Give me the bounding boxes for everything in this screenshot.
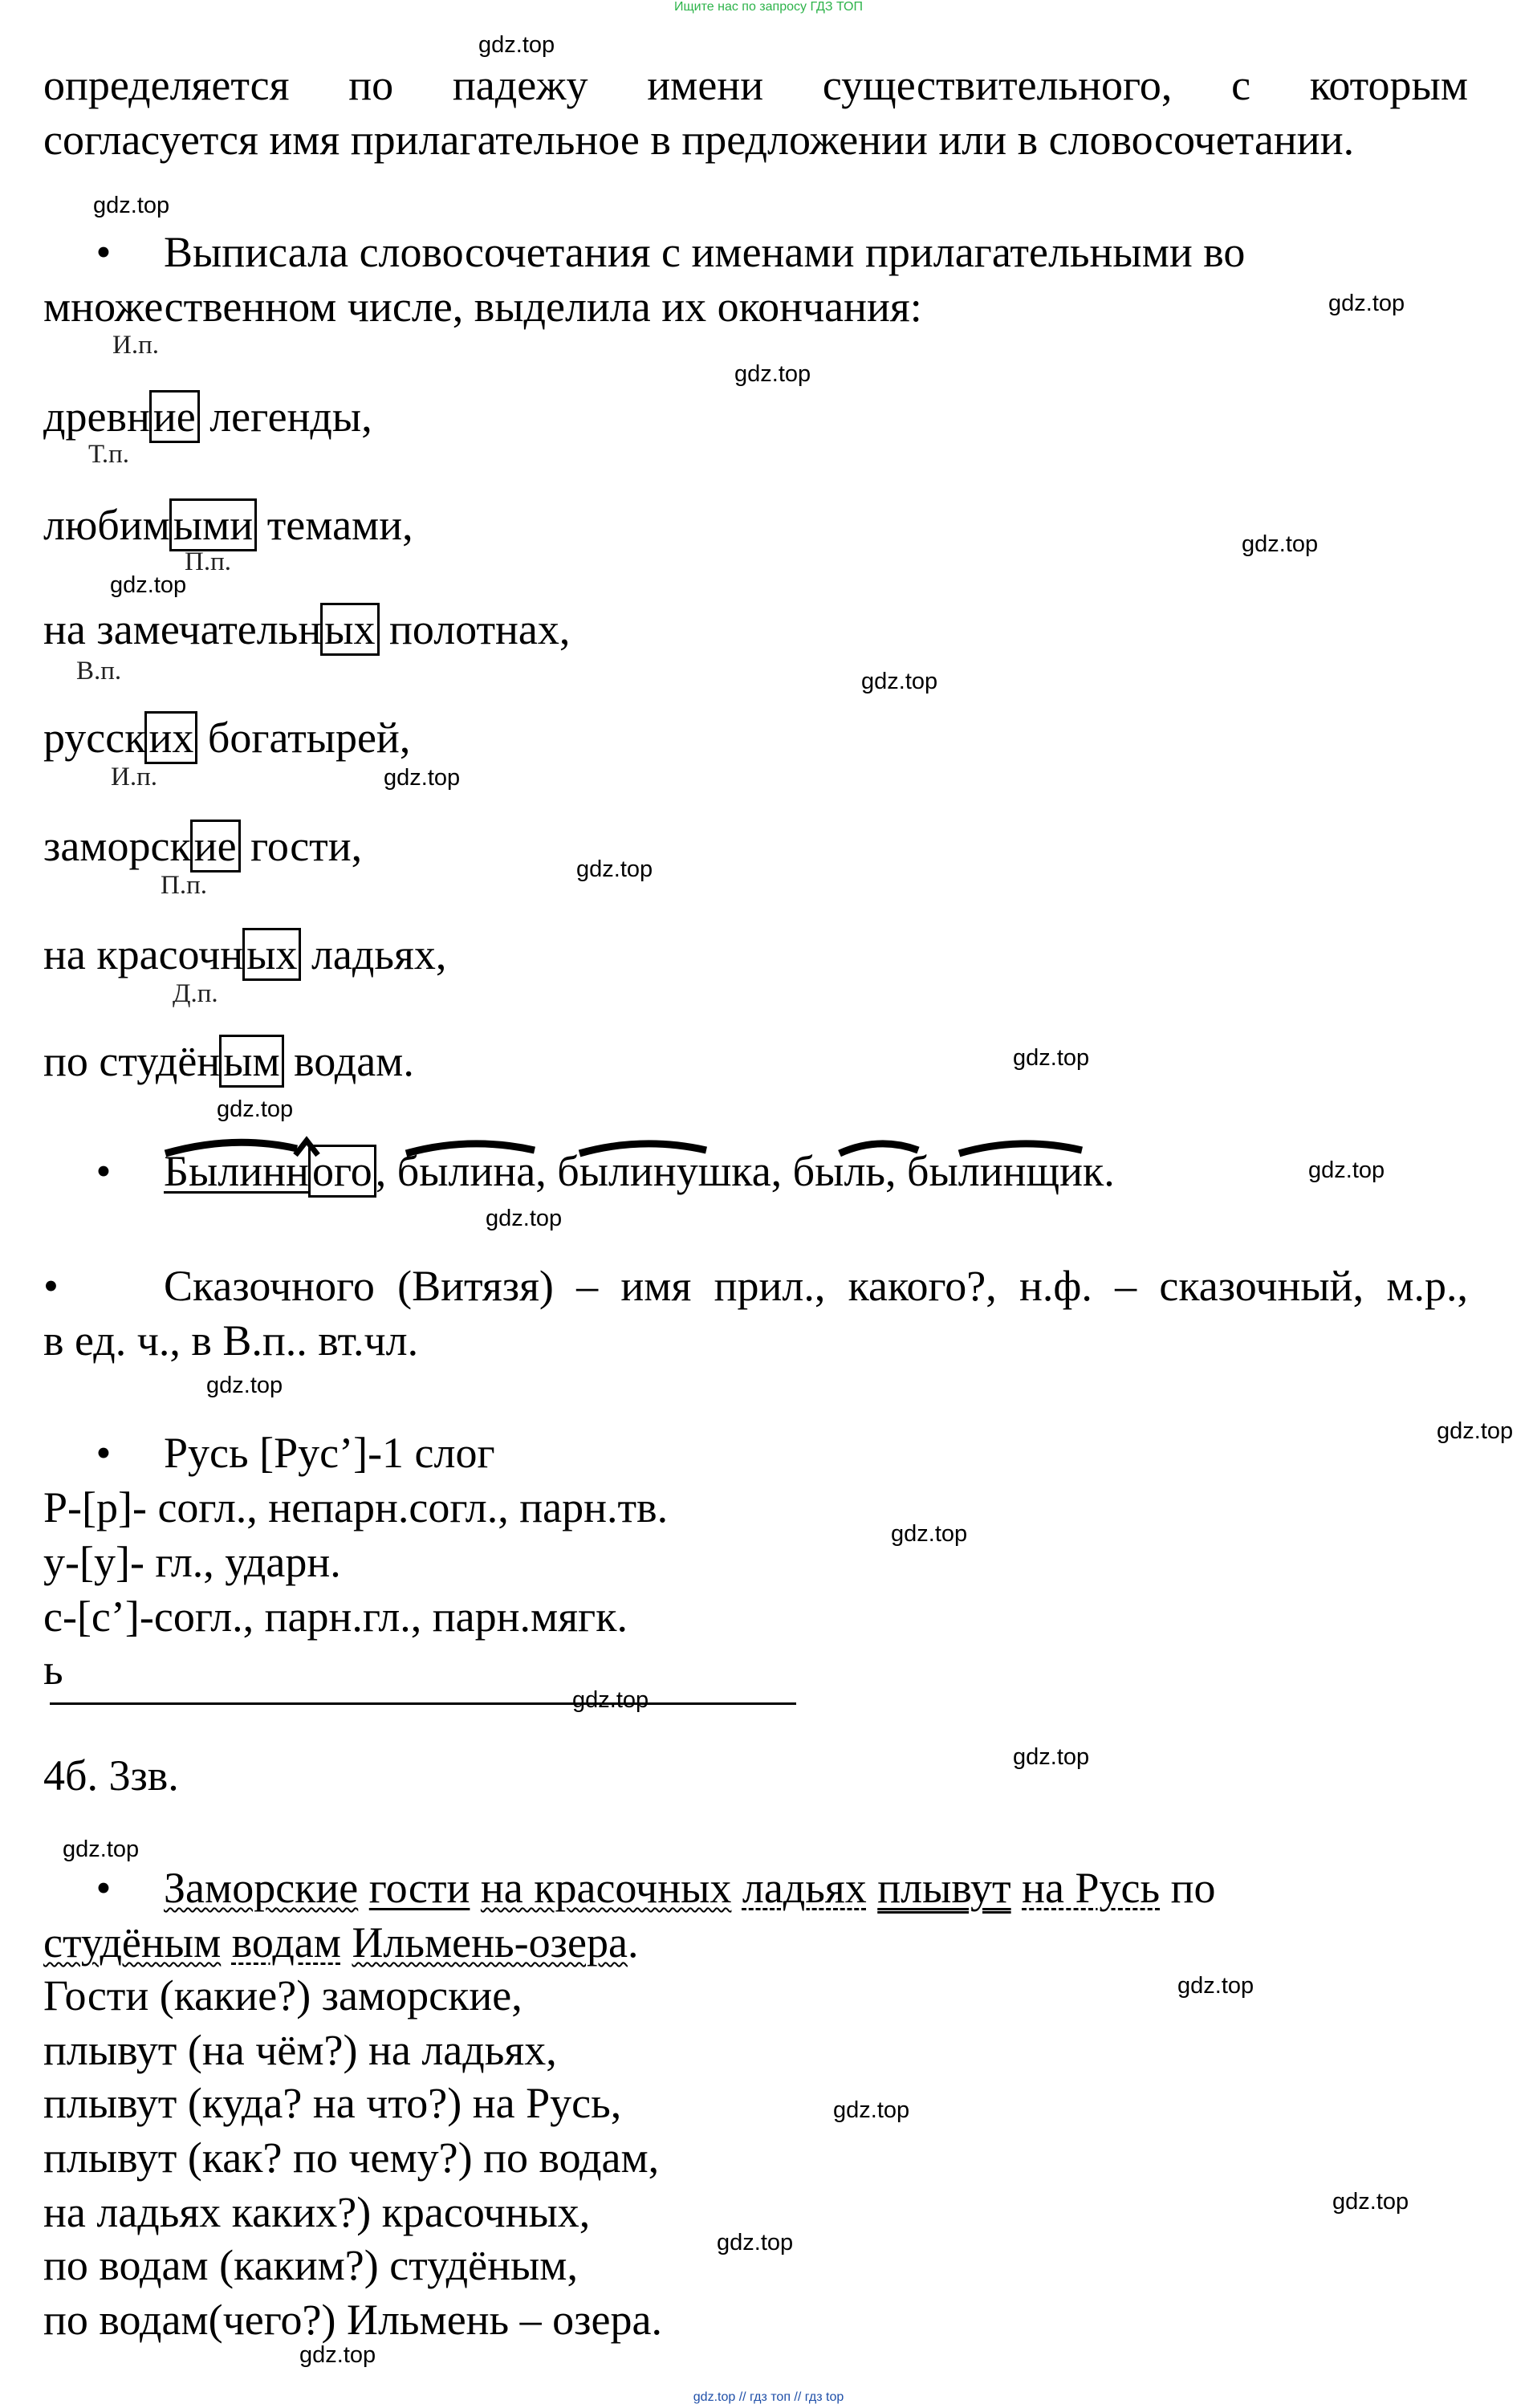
watermark: gdz.top <box>93 193 170 218</box>
ending-box: ого <box>308 1145 376 1198</box>
ending-box: ых <box>242 928 301 981</box>
bullet-5-line-2: студёным водам Ильмень-озера. <box>43 1918 639 1967</box>
phrase-item: на красочных ладьях, <box>43 927 446 982</box>
bullet-marker: • <box>96 1864 112 1912</box>
phonetic-line: Р-[р]- согл., непарн.согл., парн.тв. <box>43 1483 669 1531</box>
analysis-line: по водам (каким?) студёным, <box>43 2241 578 2289</box>
phrase-item: древние легенды, <box>43 389 372 444</box>
watermark: gdz.top <box>63 1837 140 1862</box>
bullet-1-line-1: • Выписала словосочетания с именами прилагательными во <box>43 225 1468 279</box>
footer-note: gdz.top // гдз топ // гдз top <box>693 2390 844 2404</box>
bullet-4-title: • Русь [Рус’]-1 слог <box>43 1426 495 1480</box>
watermark: gdz.top <box>576 856 653 882</box>
watermark: gdz.top <box>1328 291 1405 316</box>
case-label: И.п. <box>111 763 157 791</box>
watermark: gdz.top <box>572 1687 649 1713</box>
case-label: П.п. <box>161 871 207 900</box>
ending-box: ие <box>149 390 200 443</box>
paragraph-line-1: определяется по падежу имени существительного, с которым <box>43 61 1468 109</box>
analysis-line: плывут (на чём?) на ладьях, <box>43 2026 557 2074</box>
analysis-line: плывут (куда? на что?) на Русь, <box>43 2079 622 2127</box>
top-note: Ищите нас по запросу ГДЗ ТОП <box>674 0 863 14</box>
ending-box: ым <box>219 1035 283 1088</box>
analysis-line: по водам(чего?) Ильмень – озера. <box>43 2296 662 2344</box>
bullet-marker: • <box>96 1147 112 1195</box>
watermark: gdz.top <box>1332 2189 1409 2215</box>
phrase-item: заморские гости, <box>43 819 362 873</box>
phrase-item: по студёным водам. <box>43 1034 414 1088</box>
watermark: gdz.top <box>1437 1418 1514 1444</box>
phrase-item: на замечательных полотнах, <box>43 602 570 657</box>
watermark: gdz.top <box>384 765 461 791</box>
phonetic-line: с-[с’]-согл., парн.гл., парн.мягк. <box>43 1592 628 1641</box>
ending-box: ых <box>320 603 379 656</box>
watermark: gdz.top <box>1308 1157 1385 1183</box>
watermark: gdz.top <box>1177 1973 1254 1999</box>
bullet-marker: • <box>43 1262 59 1310</box>
watermark: gdz.top <box>1013 1045 1090 1071</box>
phonetic-line: у-[у]- гл., ударн. <box>43 1538 341 1586</box>
bullet-3-line-2: в ед. ч., в В.п.. вт.чл. <box>43 1316 419 1365</box>
watermark: gdz.top <box>299 2342 376 2368</box>
watermark: gdz.top <box>217 1096 294 1122</box>
divider-line <box>50 1702 796 1705</box>
analysis-line: на ладьях каких?) красочных, <box>43 2188 591 2236</box>
case-label: Д.п. <box>173 979 218 1008</box>
watermark: gdz.top <box>110 572 187 598</box>
phonetic-line: ь <box>43 1645 63 1694</box>
count-line: 4б. 3зв. <box>43 1751 179 1800</box>
watermark: gdz.top <box>1242 531 1319 557</box>
bullet-2: • Былинного, былина, былинушка, быль, былинщик. <box>43 1144 1115 1198</box>
watermark: gdz.top <box>734 361 811 387</box>
watermark: gdz.top <box>206 1373 283 1398</box>
watermark: gdz.top <box>717 2230 794 2255</box>
watermark: gdz.top <box>478 32 555 58</box>
watermark: gdz.top <box>833 2097 910 2123</box>
watermark: gdz.top <box>891 1521 968 1547</box>
paragraph-line-2: согласуется имя прилагательное в предложении или в словосочетании. <box>43 116 1355 164</box>
ending-box: ие <box>190 820 241 872</box>
phrase-item: любимыми темами, <box>43 498 413 552</box>
analysis-line: Гости (какие?) заморские, <box>43 1971 522 2020</box>
bullet-5-line-1: • Заморские гости на красочных ладьях плывут на Русь по <box>43 1861 1216 1915</box>
ending-box: их <box>144 711 197 764</box>
watermark: gdz.top <box>1013 1744 1090 1770</box>
watermark: gdz.top <box>861 669 938 694</box>
case-label: П.п. <box>185 547 231 576</box>
bullet-marker: • <box>96 1429 112 1477</box>
bullet-marker: • <box>96 228 112 276</box>
case-label: И.п. <box>112 331 159 360</box>
analysis-line: плывут (как? по чему?) по водам, <box>43 2133 660 2182</box>
phrase-item: русских богатырей, <box>43 710 410 765</box>
ending-box: ыми <box>169 498 257 551</box>
bullet-1-line-2: множественном числе, выделила их окончания: <box>43 283 922 331</box>
watermark: gdz.top <box>486 1206 563 1231</box>
case-label: Т.п. <box>88 440 130 469</box>
case-label: В.п. <box>76 657 122 685</box>
bullet-3-line-1: • Сказочного (Витязя) – имя прил., какого?, н.ф. – сказочный, м.р., <box>43 1259 1468 1313</box>
